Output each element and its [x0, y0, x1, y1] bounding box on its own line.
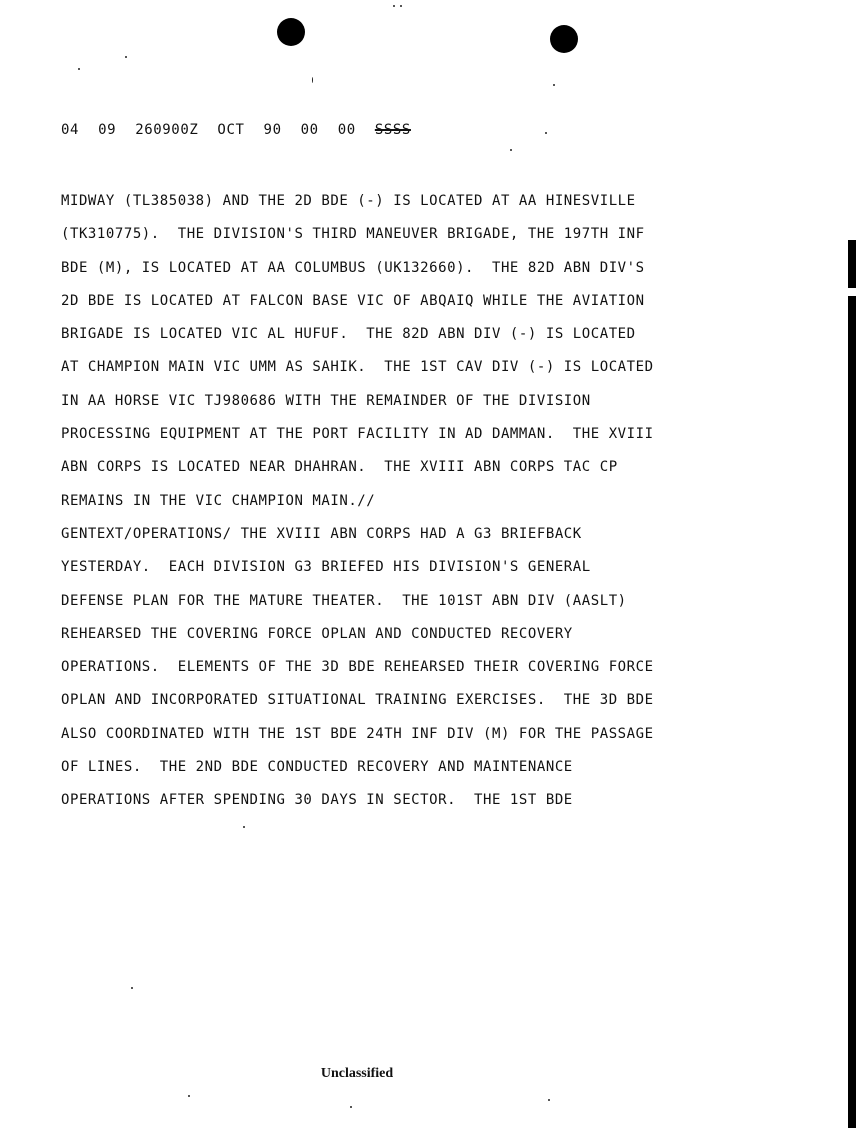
scan-speck: [350, 1106, 352, 1108]
header-dtg: 260900Z: [135, 122, 199, 138]
scan-speck: [188, 1095, 190, 1097]
text-line: YESTERDAY. EACH DIVISION G3 BRIEFED HIS DIVISION'S GENERAL: [61, 559, 591, 576]
scan-speck: [312, 77, 313, 83]
scan-speck: [548, 1099, 550, 1101]
header-year: 90: [263, 122, 282, 138]
header-field: 00: [300, 122, 319, 138]
struck-classification-marking: SSSS: [374, 122, 411, 138]
text-line: 2D BDE IS LOCATED AT FALCON BASE VIC OF ABQAIQ WHILE THE AVIATION: [61, 292, 645, 309]
punch-hole-left: [277, 18, 305, 46]
scan-speck: [400, 5, 402, 7]
text-line: BDE (M), IS LOCATED AT AA COLUMBUS (UK132660). THE 82D ABN DIV'S: [61, 259, 645, 276]
header-field: 00: [337, 122, 356, 138]
scan-edge-bar: [848, 240, 856, 288]
scan-speck: [243, 826, 245, 828]
text-line: ALSO COORDINATED WITH THE 1ST BDE 24TH INF DIV (M) FOR THE PASSAGE: [61, 725, 654, 742]
message-header: [61, 122, 411, 138]
text-line: IN AA HORSE VIC TJ980686 WITH THE REMAINDER OF THE DIVISION: [61, 392, 591, 409]
message-body: [61, 191, 781, 824]
scan-speck: [545, 132, 547, 134]
text-line: DEFENSE PLAN FOR THE MATURE THEATER. THE 101ST ABN DIV (AASLT): [61, 592, 627, 609]
scan-speck: [393, 5, 395, 7]
scan-speck: [78, 68, 80, 70]
text-line: OPERATIONS. ELEMENTS OF THE 3D BDE REHEARSED THEIR COVERING FORCE: [61, 659, 654, 676]
text-line: AT CHAMPION MAIN VIC UMM AS SAHIK. THE 1ST CAV DIV (-) IS LOCATED: [61, 359, 654, 376]
text-line: PROCESSING EQUIPMENT AT THE PORT FACILITY IN AD DAMMAN. THE XVIII: [61, 426, 654, 443]
scan-speck: [553, 84, 555, 86]
text-line: REHEARSED THE COVERING FORCE OPLAN AND CONDUCTED RECOVERY: [61, 625, 573, 642]
scan-speck: [510, 149, 512, 151]
scan-speck: [125, 56, 127, 58]
text-line: MIDWAY (TL385038) AND THE 2D BDE (-) IS LOCATED AT AA HINESVILLE: [61, 193, 636, 209]
text-line: OF LINES. THE 2ND BDE CONDUCTED RECOVERY AND MAINTENANCE: [61, 759, 573, 776]
text-line: (TK310775). THE DIVISION'S THIRD MANEUVER BRIGADE, THE 197TH INF: [61, 226, 645, 243]
header-field: 09: [98, 122, 117, 138]
text-line: ABN CORPS IS LOCATED NEAR DHAHRAN. THE XVIII ABN CORPS TAC CP: [61, 459, 618, 476]
scan-speck: [131, 987, 133, 989]
header-month: OCT: [217, 122, 245, 138]
text-line: BRIGADE IS LOCATED VIC AL HUFUF. THE 82D ABN DIV (-) IS LOCATED: [61, 326, 636, 343]
text-line: REMAINS IN THE VIC CHAMPION MAIN.//: [61, 492, 376, 509]
classification-footer: Unclassified: [320, 1066, 394, 1081]
header-field: 04: [61, 122, 80, 138]
punch-hole-right: [550, 25, 578, 53]
text-line: OPERATIONS AFTER SPENDING 30 DAYS IN SECTOR. THE 1ST BDE: [61, 792, 573, 809]
scan-edge-bar: [848, 296, 856, 1128]
text-line: GENTEXT/OPERATIONS/ THE XVIII ABN CORPS HAD A G3 BRIEFBACK: [61, 525, 582, 542]
text-line: OPLAN AND INCORPORATED SITUATIONAL TRAINING EXERCISES. THE 3D BDE: [61, 692, 654, 709]
